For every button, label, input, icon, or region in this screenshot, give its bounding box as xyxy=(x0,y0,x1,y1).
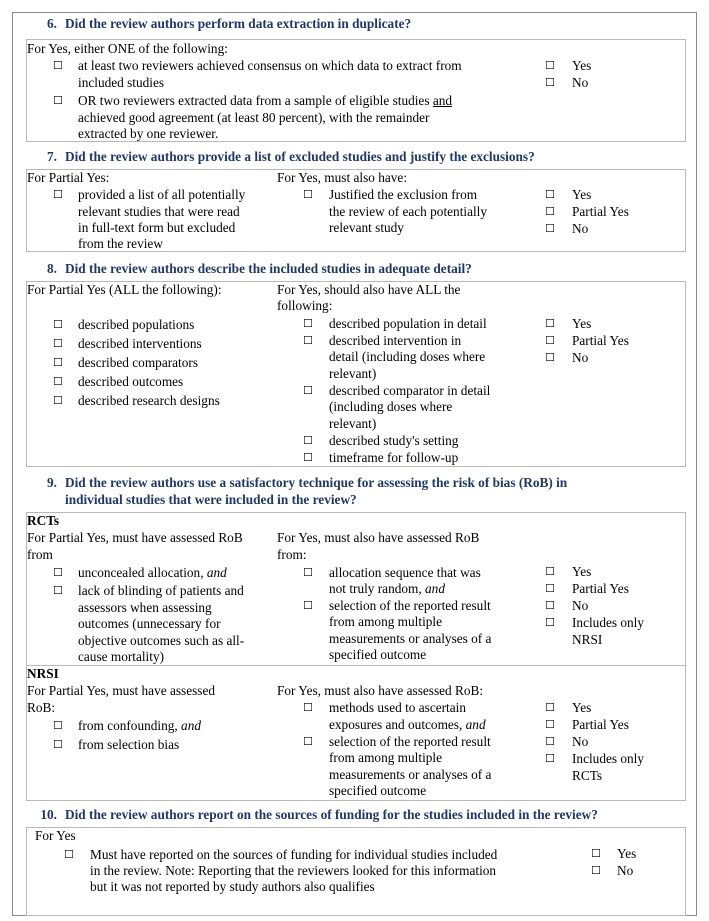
q6-item2-line1: OR two reviewers extracted data from a sample of eligible studies and xyxy=(78,93,453,108)
q9-rcts-yes-line: from among multiple xyxy=(329,614,443,629)
q10-item-line: Must have reported on the sources of funding for individual studies included xyxy=(90,847,498,862)
q9-nrsi-label: NRSI xyxy=(27,666,59,681)
q8-yes-checkbox[interactable]: ☐ xyxy=(545,317,555,330)
q9-rcts-yes-header: For Yes, must also have assessed RoB xyxy=(277,530,480,545)
q7-partial-checkbox[interactable]: ☐ xyxy=(53,188,63,201)
q9-rcts-yes-item-checkbox[interactable]: ☐ xyxy=(303,599,313,612)
q10-item-line: in the review. Note: Reporting that the reviewers looked for this information xyxy=(90,863,497,878)
q7-partial-line: in full-text form but excluded xyxy=(78,220,236,235)
q8-yes-line: described study's setting xyxy=(329,433,459,448)
q9-rcts-partial-header: For Partial Yes, must have assessed RoB xyxy=(27,530,243,545)
q9-nrsi-yes-line: specified outcome xyxy=(329,783,427,798)
q8-partial-checkbox[interactable]: ☐ xyxy=(53,394,63,407)
q6-item2-line3: extracted by one reviewer. xyxy=(78,126,219,141)
q9-nrsi-partial-checkbox[interactable]: ☐ xyxy=(53,719,63,732)
q9-nrsi-yes-line: selection of the reported result xyxy=(329,734,491,749)
q7-partial-yes-checkbox[interactable]: ☐ xyxy=(545,205,555,218)
q9-nrsi-option-partial-yes: Partial Yes xyxy=(572,717,629,732)
q9-nrsi-option-includes-only: RCTs xyxy=(572,768,603,783)
q9-nrsi-partial-checkbox[interactable]: ☐ xyxy=(53,738,63,751)
q9-rcts-yes-line: selection of the reported result xyxy=(329,598,491,613)
q6-yes-checkbox[interactable]: ☐ xyxy=(545,59,555,72)
q9-rcts-yes-line: allocation sequence that was xyxy=(329,565,481,580)
q9-nrsi-option-no: No xyxy=(572,734,589,749)
q8-yes-line: described population in detail xyxy=(329,316,487,331)
q8-option-yes: Yes xyxy=(572,316,592,331)
q7-yes-item-checkbox[interactable]: ☐ xyxy=(303,188,313,201)
q9-rcts-partial-line: unconcealed allocation, and xyxy=(78,565,227,580)
q7-option-yes: Yes xyxy=(572,187,592,202)
q7-yes-header: For Yes, must also have: xyxy=(277,170,408,185)
q8-yes-line: relevant) xyxy=(329,416,377,431)
q8-yes-line: (including doses where xyxy=(329,399,453,414)
q9-rcts-partial-checkbox[interactable]: ☐ xyxy=(53,584,63,597)
q9-nrsi-partial-header: RoB: xyxy=(27,700,56,715)
q8-yes-line: relevant) xyxy=(329,366,377,381)
q9-rcts-label: RCTs xyxy=(27,513,60,528)
q8-partial-item: described interventions xyxy=(78,336,202,351)
question-7-title: 7. Did the review authors provide a list of excluded studies and justify the exclusions? xyxy=(47,149,535,164)
q8-partial-yes-checkbox[interactable]: ☐ xyxy=(545,334,555,347)
q9-rcts-no-checkbox[interactable]: ☐ xyxy=(545,599,555,612)
q6-no-checkbox[interactable]: ☐ xyxy=(545,76,555,89)
q6-item2-checkbox[interactable]: ☐ xyxy=(53,94,63,107)
q10-item-checkbox[interactable]: ☐ xyxy=(64,848,74,861)
question-9-title: 9. Did the review authors use a satisfactory technique for assessing the risk of bias (RoB) in individual studies that were included in the review? xyxy=(47,475,568,507)
q9-rcts-partial-line: objective outcomes such as all- xyxy=(78,633,245,648)
q8-yes-line: described intervention in xyxy=(329,333,462,348)
q8-partial-header: For Partial Yes (ALL the following): xyxy=(27,282,222,297)
q8-option-no: No xyxy=(572,350,589,365)
q6-item2-line2: achieved good agreement (at least 80 percent), with the remainder xyxy=(78,110,430,125)
q8-yes-item-checkbox[interactable]: ☐ xyxy=(303,334,313,347)
q9-rcts-partial-line: cause mortality) xyxy=(78,649,165,664)
q9-nrsi-yes-line: methods used to ascertain xyxy=(329,700,466,715)
q9-rcts-yes-line: specified outcome xyxy=(329,647,427,662)
q8-partial-item: described comparators xyxy=(78,355,198,370)
q9-rcts-partial-line: assessors when assessing xyxy=(78,600,212,615)
q10-item-line: but it was not reported by study authors also qualifies xyxy=(90,879,375,894)
q9-rcts-yes-line: not truly random, and xyxy=(329,581,445,596)
q8-yes-item-checkbox[interactable]: ☐ xyxy=(303,384,313,397)
q8-yes-header: following: xyxy=(277,298,333,313)
q9-rcts-option-no: No xyxy=(572,598,589,613)
q7-yes-line: the review of each potentially xyxy=(329,204,488,219)
q8-yes-item-checkbox[interactable]: ☐ xyxy=(303,434,313,447)
q9-rcts-includes-only-checkbox[interactable]: ☐ xyxy=(545,616,555,629)
q8-partial-item: described outcomes xyxy=(78,374,184,389)
q6-option-no: No xyxy=(572,75,589,90)
q9-rcts-option-partial-yes: Partial Yes xyxy=(572,581,629,596)
q8-option-partial-yes: Partial Yes xyxy=(572,333,629,348)
q9-rcts-option-yes: Yes xyxy=(572,564,592,579)
q7-option-no: No xyxy=(572,221,589,236)
q7-yes-checkbox[interactable]: ☐ xyxy=(545,188,555,201)
q9-nrsi-yes-checkbox[interactable]: ☐ xyxy=(545,701,555,714)
q9-nrsi-option-yes: Yes xyxy=(572,700,592,715)
q10-no-checkbox[interactable]: ☐ xyxy=(591,864,601,877)
q9-nrsi-partial-line: from selection bias xyxy=(78,737,180,752)
q9-rcts-option-includes-only: Includes only xyxy=(572,615,645,630)
q6-item1-line1: at least two reviewers achieved consensus on which data to extract from xyxy=(78,58,462,73)
q6-yes-header: For Yes, either ONE of the following: xyxy=(27,41,228,56)
q9-rcts-partial-line: lack of blinding of patients and xyxy=(78,583,244,598)
q8-partial-checkbox[interactable]: ☐ xyxy=(53,356,63,369)
q9-nrsi-yes-item-checkbox[interactable]: ☐ xyxy=(303,735,313,748)
q9-nrsi-yes-header: For Yes, must also have assessed RoB: xyxy=(277,683,484,698)
q8-no-checkbox[interactable]: ☐ xyxy=(545,351,555,364)
q8-partial-checkbox[interactable]: ☐ xyxy=(53,375,63,388)
q9-rcts-option-includes-only: NRSI xyxy=(572,632,603,647)
q7-partial-header: For Partial Yes: xyxy=(27,170,110,185)
question-6-title: 6. Did the review authors perform data extraction in duplicate? xyxy=(47,16,412,31)
q8-yes-header: For Yes, should also have ALL the xyxy=(277,282,461,297)
q7-yes-line: relevant study xyxy=(329,220,404,235)
q10-yes-header: For Yes xyxy=(35,828,76,843)
q9-rcts-partial-yes-checkbox[interactable]: ☐ xyxy=(545,582,555,595)
q6-item1-checkbox[interactable]: ☐ xyxy=(53,59,63,72)
q10-option-yes: Yes xyxy=(617,846,637,861)
q9-nrsi-partial-yes-checkbox[interactable]: ☐ xyxy=(545,718,555,731)
q8-yes-item-checkbox[interactable]: ☐ xyxy=(303,317,313,330)
q7-partial-line: relevant studies that were read xyxy=(78,204,240,219)
q7-partial-line: from the review xyxy=(78,236,163,251)
q8-partial-item: described populations xyxy=(78,317,195,332)
q9-rcts-yes-checkbox[interactable]: ☐ xyxy=(545,565,555,578)
q8-yes-line: timeframe for follow-up xyxy=(329,450,459,465)
q9-nrsi-yes-line: exposures and outcomes, and xyxy=(329,717,486,732)
q9-rcts-yes-header: from: xyxy=(277,547,307,562)
q8-yes-line: described comparator in detail xyxy=(329,383,491,398)
q9-rcts-yes-item-checkbox[interactable]: ☐ xyxy=(303,566,313,579)
q9-divider xyxy=(26,665,686,666)
q9-rcts-partial-line: outcomes (unnecessary for xyxy=(78,616,221,631)
q8-partial-item: described research designs xyxy=(78,393,220,408)
q8-yes-item-checkbox[interactable]: ☐ xyxy=(303,451,313,464)
q6-item1-line2: included studies xyxy=(78,75,165,90)
q8-partial-checkbox[interactable]: ☐ xyxy=(53,318,63,331)
q7-yes-line: Justified the exclusion from xyxy=(329,187,478,202)
q8-partial-checkbox[interactable]: ☐ xyxy=(53,337,63,350)
q7-option-partial-yes: Partial Yes xyxy=(572,204,629,219)
q9-nrsi-option-includes-only: Includes only xyxy=(572,751,645,766)
q9-nrsi-yes-item-checkbox[interactable]: ☐ xyxy=(303,701,313,714)
q10-option-no: No xyxy=(617,863,634,878)
q9-nrsi-no-checkbox[interactable]: ☐ xyxy=(545,735,555,748)
q9-rcts-yes-line: measurements or analyses of a xyxy=(329,631,492,646)
q9-rcts-partial-checkbox[interactable]: ☐ xyxy=(53,566,63,579)
q9-nrsi-partial-header: For Partial Yes, must have assessed xyxy=(27,683,215,698)
question-8-title: 8. Did the review authors describe the included studies in adequate detail? xyxy=(47,261,472,276)
q9-nrsi-yes-line: from among multiple xyxy=(329,750,443,765)
q7-no-checkbox[interactable]: ☐ xyxy=(545,222,555,235)
q6-option-yes: Yes xyxy=(572,58,592,73)
q8-yes-line: detail (including doses where xyxy=(329,349,486,364)
q9-nrsi-includes-only-checkbox[interactable]: ☐ xyxy=(545,752,555,765)
q9-nrsi-partial-line: from confounding, and xyxy=(78,718,201,733)
q10-yes-checkbox[interactable]: ☐ xyxy=(591,847,601,860)
q9-nrsi-yes-line: measurements or analyses of a xyxy=(329,767,492,782)
q9-rcts-partial-header: from xyxy=(27,547,53,562)
question-10-title: 10. Did the review authors report on the sources of funding for the studies included in the review? xyxy=(40,807,598,822)
q7-partial-line: provided a list of all potentially xyxy=(78,187,246,202)
